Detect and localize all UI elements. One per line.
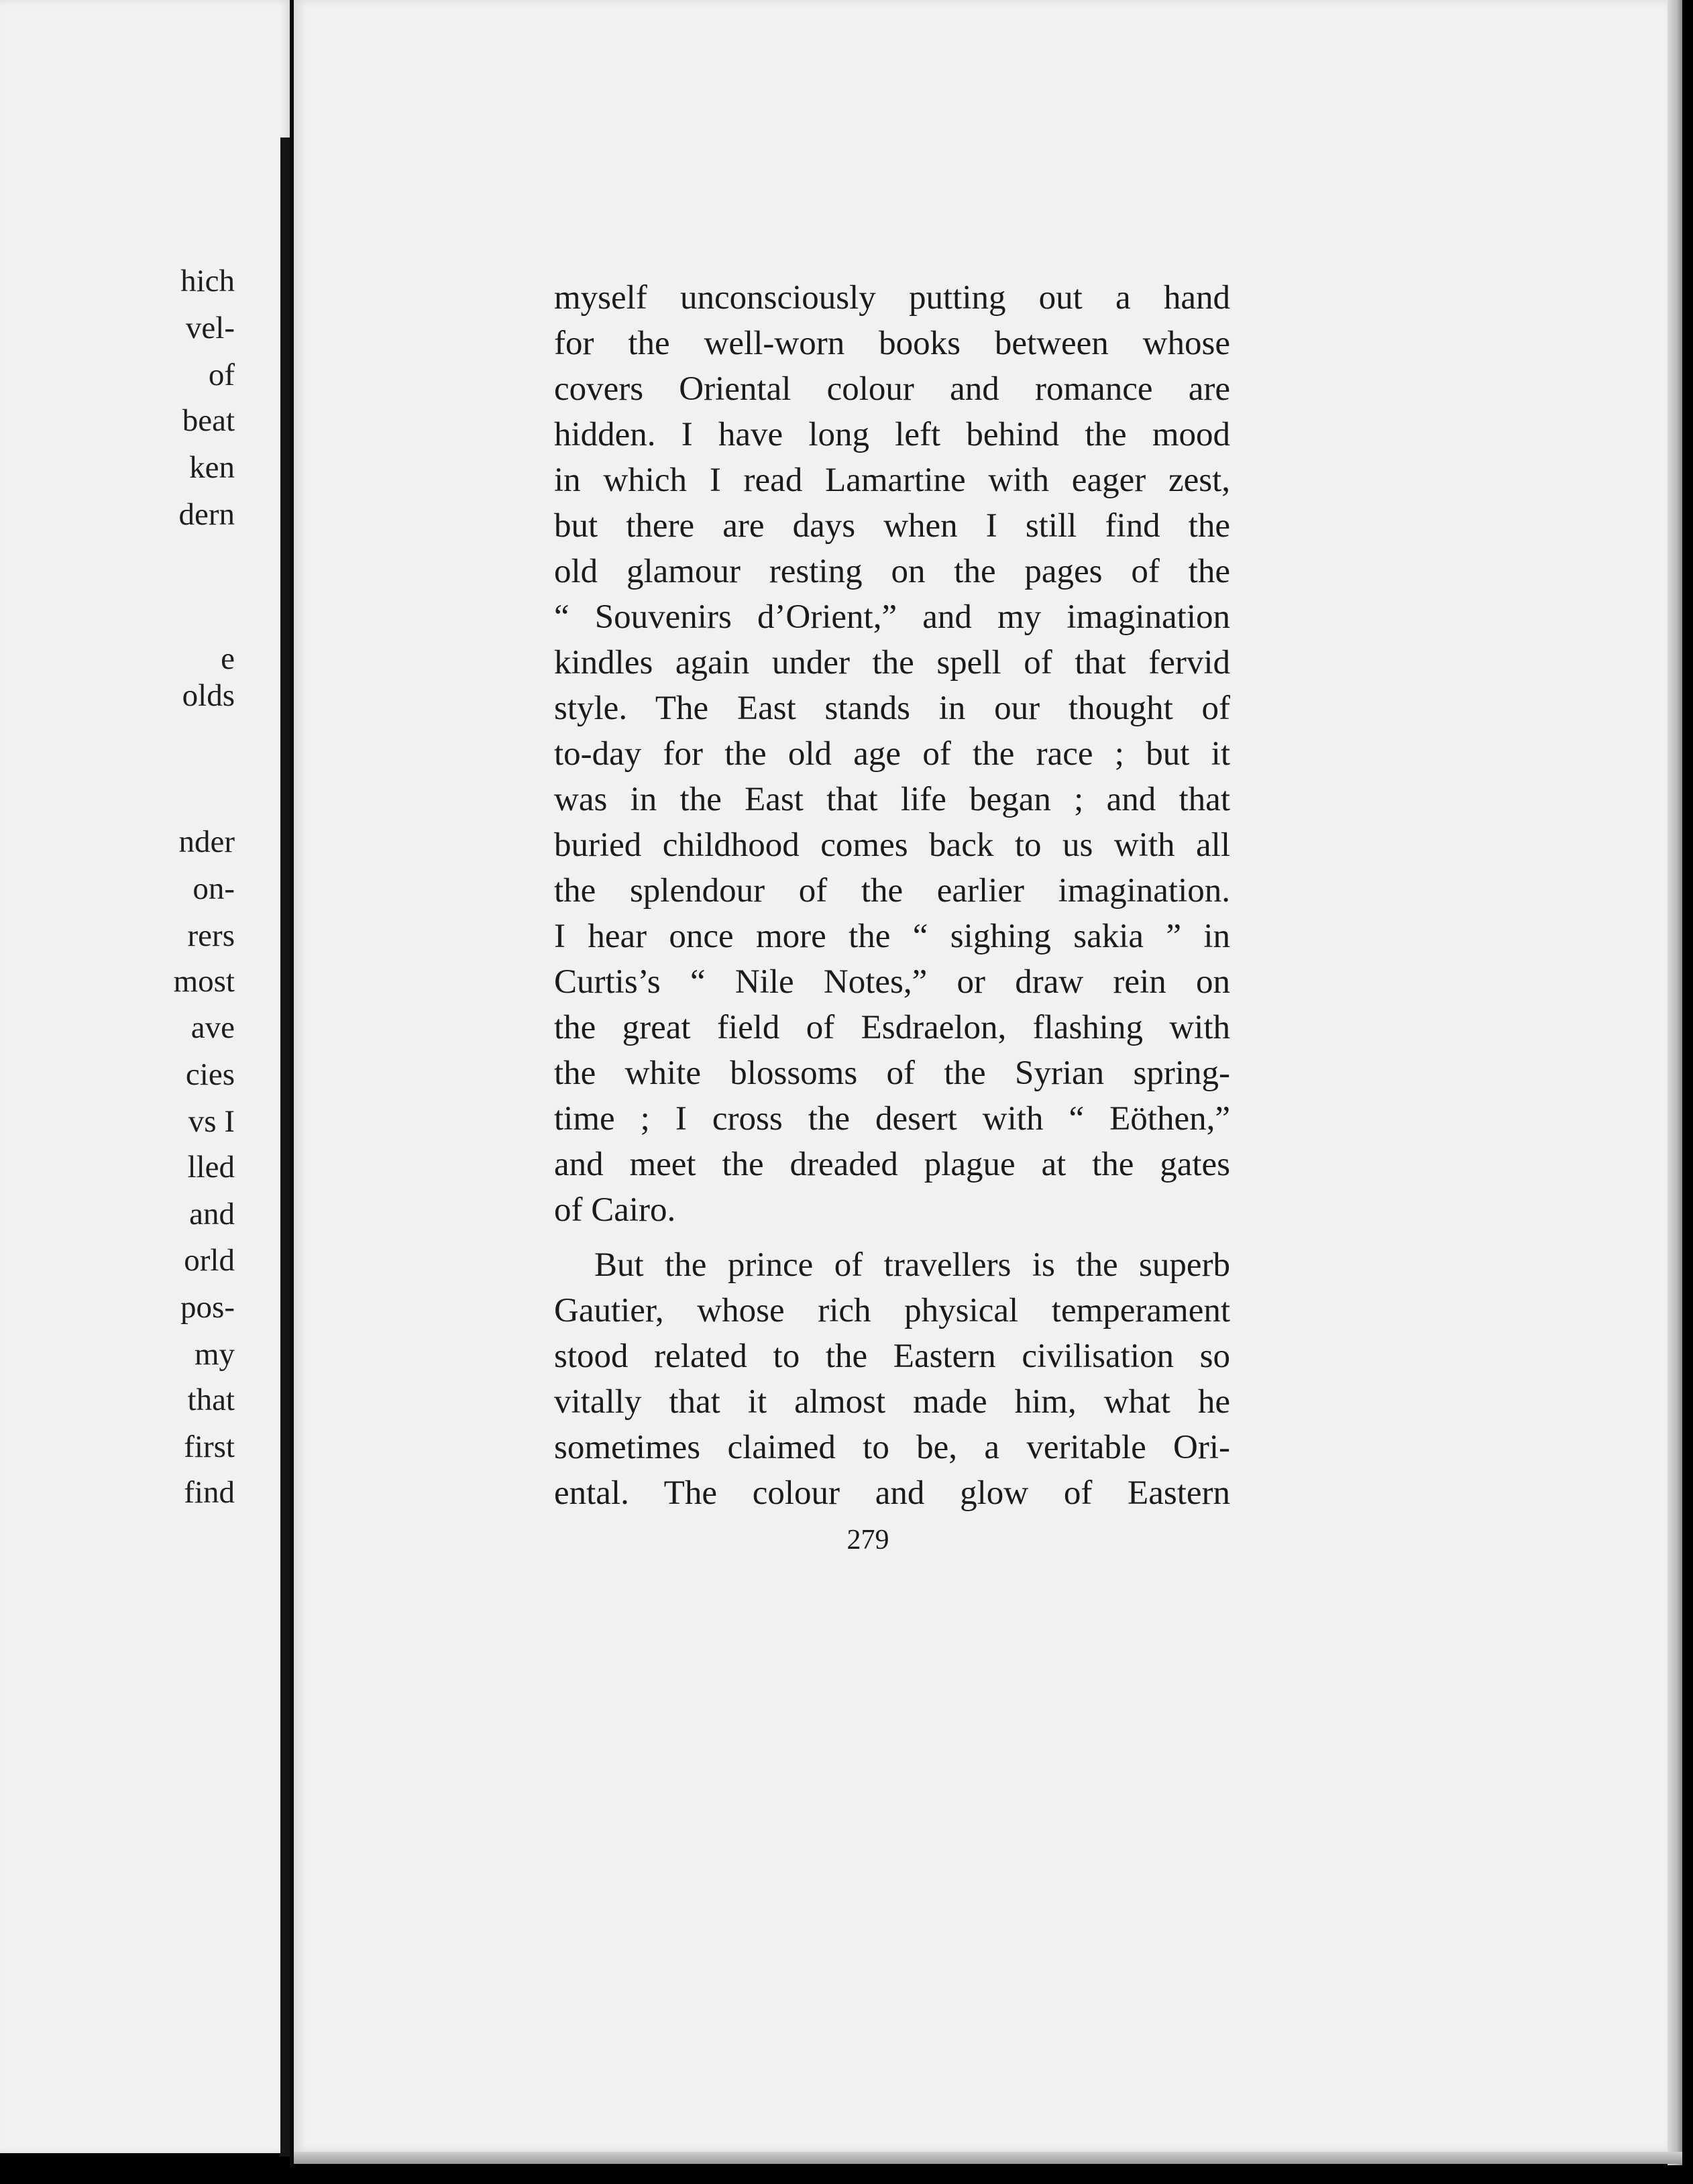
- paragraph: [554, 275, 1230, 1233]
- text-line: But the prince of travellers is the superb: [594, 1246, 1230, 1284]
- text-fragment: olds: [182, 678, 235, 713]
- text-fragment: of: [208, 358, 235, 392]
- page-bottom-edge: [294, 2152, 1682, 2164]
- text-line: stood related to the Eastern civilisation so: [554, 1337, 1230, 1375]
- text-fragment: ken: [189, 450, 235, 485]
- text-fragment: nder: [178, 824, 235, 859]
- text-line: the white blossoms of the Syrian spring-: [554, 1054, 1230, 1092]
- text-line: ental. The colour and glow of Eastern: [554, 1474, 1230, 1512]
- text-line: myself unconsciously putting out a hand: [554, 279, 1230, 317]
- text-fragment: ave: [190, 1010, 235, 1045]
- text-line: style. The East stands in our thought of: [554, 690, 1230, 727]
- text-line: buried childhood comes back to us with all: [554, 826, 1230, 864]
- text-line: hidden. I have long left behind the mood: [554, 416, 1230, 453]
- text-line: was in the East that life began ; and that: [554, 781, 1230, 818]
- text-line: but there are days when I still find the: [554, 507, 1230, 545]
- text-line: and meet the dreaded plague at the gates: [554, 1146, 1230, 1183]
- previous-page-text: [0, 0, 290, 2153]
- text-line: the great field of Esdraelon, flashing with: [554, 1009, 1230, 1046]
- text-fragment: dern: [178, 497, 235, 532]
- text-line: “ Souvenirs d’Orient,” and my imagination: [554, 598, 1230, 636]
- text-line: time ; I cross the desert with “ Eöthen,”: [554, 1100, 1230, 1138]
- text-line: Gautier, whose rich physical temperament: [554, 1292, 1230, 1329]
- text-fragment: pos-: [180, 1290, 235, 1325]
- text-fragment: e: [221, 641, 235, 676]
- text-fragment: on-: [193, 871, 235, 906]
- text-line: I hear once more the “ sighing sakia ” in: [554, 918, 1230, 955]
- text-fragment: vel-: [185, 311, 235, 345]
- text-fragment: lled: [187, 1150, 235, 1185]
- text-line: of Cairo.: [554, 1191, 676, 1229]
- page-body-text: [554, 275, 1230, 1516]
- text-line: kindles again under the spell of that fervid: [554, 644, 1230, 681]
- page-number: 279: [846, 1525, 889, 1555]
- binding-shadow: [280, 138, 290, 2156]
- text-line: to-day for the old age of the race ; but it: [554, 735, 1230, 773]
- text-fragment: beat: [182, 403, 235, 438]
- text-line: covers Oriental colour and romance are: [554, 370, 1230, 408]
- text-line: for the well-worn books between whose: [554, 325, 1230, 362]
- text-line: Curtis’s “ Nile Notes,” or draw rein on: [554, 963, 1230, 1001]
- text-fragment: first: [184, 1429, 235, 1464]
- text-line: the splendour of the earlier imagination.: [554, 872, 1230, 910]
- text-fragment: cies: [185, 1057, 235, 1092]
- text-fragment: rers: [187, 918, 235, 953]
- text-fragment: and: [189, 1197, 235, 1232]
- text-fragment: my: [194, 1337, 235, 1372]
- text-fragment: that: [187, 1382, 235, 1417]
- text-fragment: hich: [180, 264, 235, 298]
- paragraph: [554, 1242, 1230, 1516]
- previous-page: [0, 0, 290, 2153]
- text-fragment: vs I: [188, 1104, 235, 1139]
- text-fragment: find: [184, 1475, 235, 1510]
- text-line: old glamour resting on the pages of the: [554, 553, 1230, 590]
- text-line: vitally that it almost made him, what he: [554, 1383, 1230, 1421]
- text-fragment: most: [173, 964, 235, 999]
- page-stack-edge: [1668, 0, 1682, 2165]
- text-fragment: orld: [184, 1243, 235, 1278]
- text-line: sometimes claimed to be, a veritable Ori-: [554, 1429, 1230, 1466]
- text-line: in which I read Lamartine with eager zest,: [554, 461, 1230, 499]
